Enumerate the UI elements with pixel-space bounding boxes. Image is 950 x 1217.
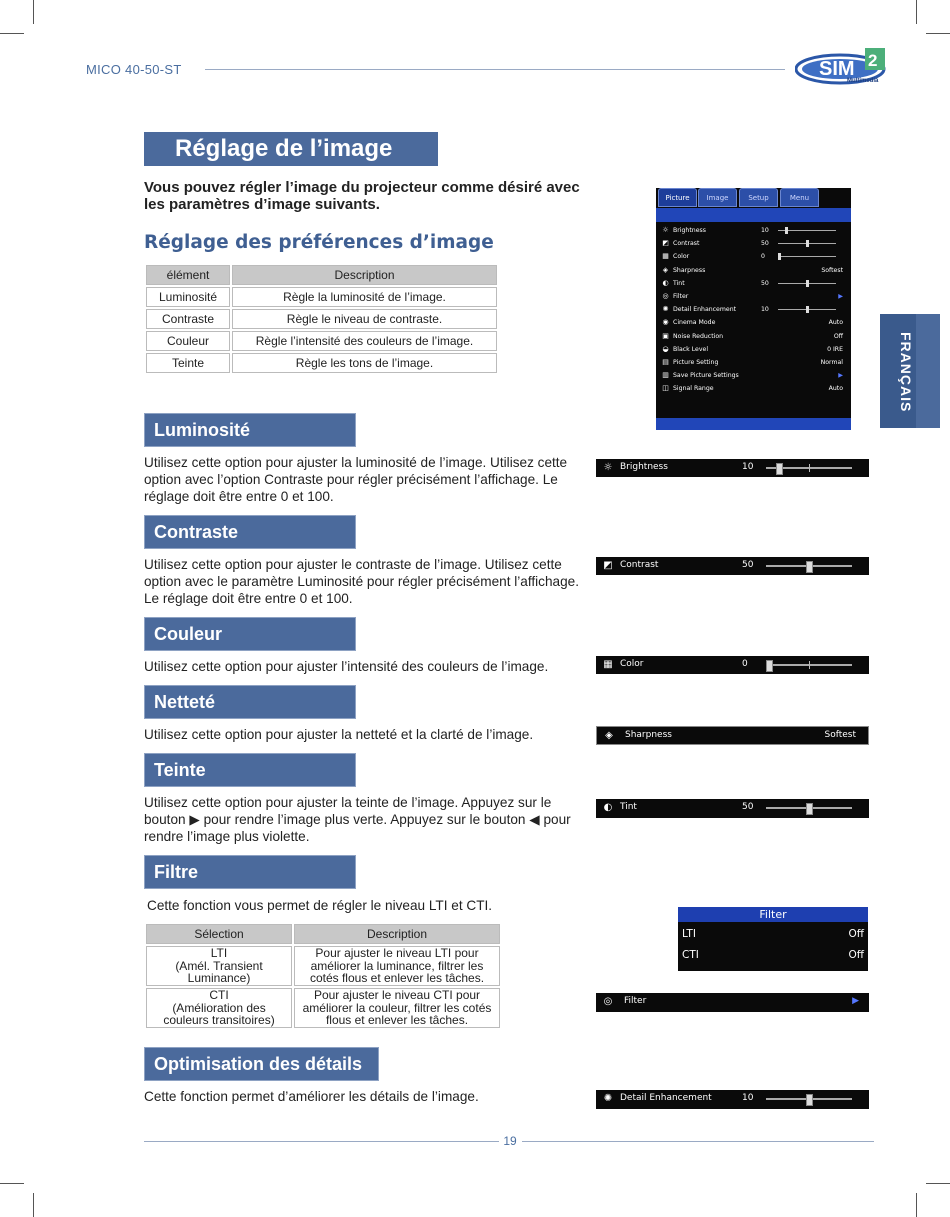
osd-sharpness-bar xyxy=(596,726,869,745)
cell-line: (Amélioration des xyxy=(172,1000,266,1015)
menu-row[interactable] xyxy=(656,224,851,237)
osd-value: 50 xyxy=(742,802,754,812)
osd-slider xyxy=(766,565,852,567)
section-text-detail: Cette fonction permet d’améliorer les détails de l’image. xyxy=(144,1089,479,1104)
osd-brightness-bar xyxy=(596,459,869,477)
menu-row-label: Signal Range xyxy=(673,385,714,393)
noise-icon: ▣ xyxy=(662,331,669,340)
table-cell xyxy=(146,988,292,1028)
header-rule xyxy=(205,69,785,70)
filter-icon: ◎ xyxy=(603,996,613,1007)
section-text-nettete: Utilisez cette option pour ajuster la netteté et la clarté de l’image. xyxy=(144,727,534,742)
menu-row-label: Cinema Mode xyxy=(673,319,716,327)
crop-mark xyxy=(916,1193,917,1217)
contrast-icon: ◩ xyxy=(603,560,613,571)
crop-mark xyxy=(916,0,917,24)
sun-icon: ☼ xyxy=(662,226,669,234)
slider-knob xyxy=(806,1094,813,1106)
menu-row-slider xyxy=(778,283,836,284)
menu-row-slider xyxy=(778,243,836,244)
osd-contrast-bar xyxy=(596,557,869,575)
osd-value: 10 xyxy=(742,1093,754,1103)
osd-value: 50 xyxy=(742,560,754,570)
filter-submenu-title: Filter xyxy=(678,907,868,922)
crop-mark xyxy=(926,1183,950,1184)
cell-line: Luminance) xyxy=(187,971,251,986)
menu-row-label: Noise Reduction xyxy=(673,332,724,340)
osd-filter-bar xyxy=(596,993,869,1012)
menu-row[interactable] xyxy=(656,316,851,329)
slider-knob xyxy=(778,253,781,260)
table-cell: Règle la luminosité de l’image. xyxy=(232,287,497,307)
color-icon: ▦ xyxy=(662,252,669,261)
menu-row-value: 50 xyxy=(761,240,769,248)
menu-row-value: Softest xyxy=(821,266,843,274)
slider-knob xyxy=(776,463,783,475)
preferences-title: Réglage des préférences d’image xyxy=(144,232,494,253)
arrow-right-icon: ▶ xyxy=(852,996,859,1006)
menu-row-label: Tint xyxy=(673,279,685,287)
filter-cti-value: Off xyxy=(848,949,864,961)
menu-row[interactable] xyxy=(656,290,851,303)
menu-row[interactable] xyxy=(656,369,851,382)
table-header: Description xyxy=(232,265,497,285)
menu-row-value: Normal xyxy=(820,358,843,366)
menu-row-value: 0 IRE xyxy=(827,345,843,353)
slider-knob xyxy=(806,306,809,313)
slider-knob xyxy=(785,227,788,234)
cell-line: Pour ajuster le niveau CTI pour xyxy=(313,988,481,1003)
menu-row[interactable] xyxy=(656,250,851,263)
crop-mark xyxy=(33,0,34,24)
page-title: Réglage de l’image xyxy=(144,132,438,166)
osd-label: Color xyxy=(620,659,644,669)
osd-label: Detail Enhancement xyxy=(620,1093,712,1103)
menu-row-value: 10 xyxy=(761,227,769,234)
table-cell xyxy=(294,988,500,1028)
detail-icon: ✺ xyxy=(603,1093,613,1104)
svg-text:2: 2 xyxy=(868,51,878,70)
menu-row[interactable] xyxy=(656,237,851,250)
menu-row[interactable] xyxy=(656,382,851,395)
footer-rule xyxy=(522,1141,874,1142)
osd-filter-submenu xyxy=(678,907,868,971)
tint-icon: ◐ xyxy=(603,802,613,813)
table-cell: Règle l’intensité des couleurs de l’image. xyxy=(232,331,497,351)
osd-slider xyxy=(766,664,852,666)
osd-detail-bar xyxy=(596,1090,869,1109)
table-header: Description xyxy=(294,924,500,944)
menu-row-label: Sharpness xyxy=(673,266,706,274)
table-cell: Teinte xyxy=(146,353,230,373)
picture-setting-icon: ▤ xyxy=(662,357,669,366)
osd-label: Filter xyxy=(624,996,647,1006)
model-header: MICO 40-50-ST xyxy=(86,62,182,77)
section-title-nettete: Netteté xyxy=(144,685,356,719)
cell-line: (Amél. Transient xyxy=(175,958,263,973)
osd-label: Sharpness xyxy=(625,730,672,740)
filter-icon: ◎ xyxy=(662,291,669,300)
cell-line: CTI xyxy=(209,988,229,1003)
table-header: Sélection xyxy=(146,924,292,944)
signal-range-icon: ◫ xyxy=(662,384,669,393)
menu-row[interactable] xyxy=(656,264,851,277)
table-cell: Contraste xyxy=(146,309,230,329)
table-row xyxy=(146,309,497,329)
arrow-right-icon: ▶ xyxy=(838,372,843,380)
osd-slider xyxy=(766,1098,852,1100)
tint-icon: ◐ xyxy=(662,278,669,287)
section-title-teinte: Teinte xyxy=(144,753,356,787)
page-number: 19 xyxy=(503,1134,517,1148)
osd-color-bar xyxy=(596,656,869,674)
cell-line: améliorer la couleur, filtrer les cotés xyxy=(302,1000,492,1015)
menu-row[interactable] xyxy=(656,277,851,290)
detail-icon: ✺ xyxy=(662,305,669,314)
menu-row-value: Off xyxy=(833,332,843,340)
section-title-contraste: Contraste xyxy=(144,515,356,549)
menu-row-value: Auto xyxy=(828,385,843,393)
osd-label: Tint xyxy=(620,802,637,812)
menu-row-label: Picture Setting xyxy=(673,358,719,366)
menu-tab-menu: Menu xyxy=(780,188,819,207)
cell-line: LTI xyxy=(210,946,228,961)
crop-mark xyxy=(0,33,24,34)
table-header: élément xyxy=(146,265,230,285)
osd-slider xyxy=(766,467,852,469)
section-text-luminosite: Utilisez cette option pour ajuster la luminosité de l’image. Utilisez cette option avec l’option Contraste pour régler précisément l’affichage. Le réglage doit être entre 0 et 100. xyxy=(144,455,568,504)
language-tab-label: FRANÇAIS xyxy=(898,332,914,413)
menu-tab-image: Image xyxy=(698,188,737,207)
cell-line: améliorer la luminance, filtrer les xyxy=(310,958,484,973)
table-row xyxy=(146,946,500,986)
menu-bottom-bar xyxy=(656,418,851,430)
filter-cti-label: CTI xyxy=(682,949,699,961)
section-title-filtre: Filtre xyxy=(144,855,356,889)
menu-row-value: Auto xyxy=(828,319,843,327)
menu-row-slider xyxy=(778,256,836,257)
filter-lti-label: LTI xyxy=(682,928,696,940)
svg-text:SIM: SIM xyxy=(819,58,855,80)
menu-row-label: Detail Enhancement xyxy=(673,306,737,314)
slider-knob xyxy=(806,240,809,247)
osd-value: Softest xyxy=(824,730,856,740)
section-text-teinte: Utilisez cette option pour ajuster la teinte de l’image. Appuyez sur le bouton ▶ pour rendre l’image plus verte. Appuyez sur le bouton ◀ pour rendre l’image plus violette. xyxy=(144,795,571,844)
section-title-detail: Optimisation des détails xyxy=(144,1047,379,1081)
language-tab xyxy=(880,314,940,428)
crop-mark xyxy=(0,1183,24,1184)
cinema-icon: ◉ xyxy=(662,318,669,327)
menu-row-label: Brightness xyxy=(673,227,706,234)
menu-tab-picture: Picture xyxy=(658,188,697,207)
menu-rows xyxy=(656,224,851,395)
save-icon: ▥ xyxy=(662,371,669,380)
menu-row-label: Filter xyxy=(673,292,689,300)
filter-lti-value: Off xyxy=(848,928,864,940)
osd-slider xyxy=(766,807,852,809)
filter-cti-row xyxy=(682,949,864,961)
crop-mark xyxy=(926,33,950,34)
table-cell: Luminosité xyxy=(146,287,230,307)
slider-knob xyxy=(766,660,773,672)
section-text-contraste: Utilisez cette option pour ajuster le contraste de l’image. Utilisez cette option avec le paramètre Luminosité pour régler précisément l’affichage. Le réglage doit être entre 0 et 100. xyxy=(144,557,579,606)
menu-row-label: Contrast xyxy=(673,240,700,248)
table-row xyxy=(146,287,497,307)
section-title-couleur: Couleur xyxy=(144,617,356,651)
slider-knob xyxy=(806,280,809,287)
cell-line: cotés flous et enlever les tâches. xyxy=(309,971,485,986)
crop-mark xyxy=(33,1193,34,1217)
sharpness-icon: ◈ xyxy=(605,730,613,741)
osd-label: Brightness xyxy=(620,462,668,472)
menu-row-value: 0 xyxy=(761,253,765,261)
cell-line: Pour ajuster le niveau LTI pour xyxy=(315,946,479,961)
section-text-couleur: Utilisez cette option pour ajuster l’intensité des couleurs de l’image. xyxy=(144,659,549,674)
sim2-logo xyxy=(795,44,890,86)
section-title-luminosite: Luminosité xyxy=(144,413,356,447)
menu-row-slider xyxy=(778,309,836,310)
table-cell: Règle les tons de l’image. xyxy=(232,353,497,373)
color-icon: ▦ xyxy=(603,659,613,670)
slider-knob xyxy=(806,803,813,815)
osd-value: 0 xyxy=(742,659,748,669)
menu-tab-setup: Setup xyxy=(739,188,778,207)
menu-row-label: Black Level xyxy=(673,345,709,353)
menu-top-bar xyxy=(656,208,851,222)
cell-line: flous et enlever les tâches. xyxy=(325,1013,469,1028)
table-row xyxy=(146,353,497,373)
section-text-filtre: Cette fonction vous permet de régler le niveau LTI et CTI. xyxy=(147,898,493,913)
cell-line: couleurs transitoires) xyxy=(163,1013,275,1028)
contrast-icon: ◩ xyxy=(662,239,669,248)
table-cell xyxy=(294,946,500,986)
sun-icon: ☼ xyxy=(603,462,613,473)
menu-row-slider xyxy=(778,230,836,231)
intro-text: Vous pouvez régler l’image du projecteur comme désiré avec les paramètres d’image suivants. xyxy=(144,179,580,213)
menu-row-label: Color xyxy=(673,253,690,261)
table-cell: Règle le niveau de contraste. xyxy=(232,309,497,329)
menu-row-value: 50 xyxy=(761,279,769,287)
filter-table xyxy=(144,922,502,1030)
osd-value: 10 xyxy=(742,462,754,472)
table-cell: Couleur xyxy=(146,331,230,351)
preferences-table xyxy=(144,263,499,375)
slider-knob xyxy=(806,561,813,573)
filter-lti-row xyxy=(682,928,864,940)
osd-tint-bar xyxy=(596,799,869,818)
menu-row[interactable] xyxy=(656,343,851,356)
menu-row[interactable] xyxy=(656,356,851,369)
menu-row[interactable] xyxy=(656,303,851,316)
arrow-right-icon: ▶ xyxy=(838,292,843,300)
footer-rule xyxy=(144,1141,499,1142)
svg-text:Multimedia: Multimedia xyxy=(847,78,879,84)
osd-picture-menu xyxy=(656,188,851,430)
table-cell xyxy=(146,946,292,986)
osd-label: Contrast xyxy=(620,560,659,570)
menu-row-label: Save Picture Settings xyxy=(673,372,739,380)
menu-row[interactable] xyxy=(656,330,851,343)
sharpness-icon: ◈ xyxy=(662,265,669,274)
menu-row-value: 10 xyxy=(761,306,769,314)
black-level-icon: ◒ xyxy=(662,344,669,353)
table-row xyxy=(146,988,500,1028)
table-row xyxy=(146,331,497,351)
